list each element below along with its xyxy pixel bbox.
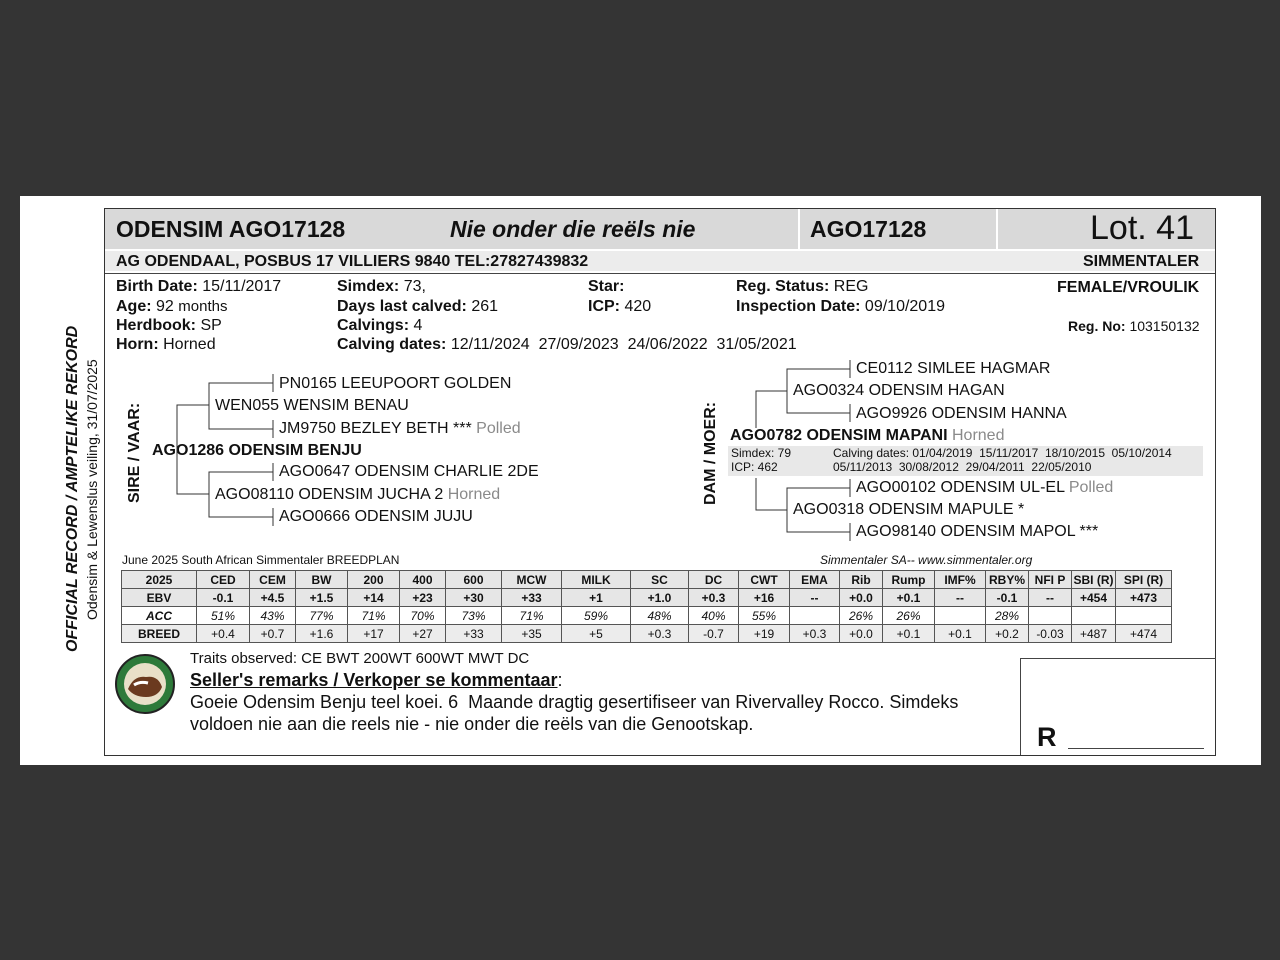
ebv-cell: +33 (502, 589, 562, 607)
ebv-table (121, 570, 1172, 643)
ebv-cell: +0.4 (197, 625, 250, 643)
ebv-cell: -0.7 (689, 625, 739, 643)
days-last-calved: Days last calved: 261 (337, 298, 499, 315)
ebv-cell: +0.0 (840, 625, 883, 643)
ebv-cell: 200 (348, 571, 400, 589)
ebv-cell: +19 (739, 625, 790, 643)
price-input-line[interactable] (1068, 748, 1204, 749)
row-label-cell: BREED (122, 625, 197, 643)
price-box-top (1020, 658, 1216, 659)
ebv-cell: +27 (400, 625, 446, 643)
ebv-cell: +17 (348, 625, 400, 643)
ebv-cell: +0.3 (631, 625, 689, 643)
ebv-cell: +0.2 (986, 625, 1029, 643)
ebv-cell: +30 (446, 589, 502, 607)
age: Age: 92 months (116, 298, 228, 315)
calvings: Calvings: 4 (337, 317, 423, 334)
remarks-line-1: Goeie Odensim Benju teel koei. 6 Maande dragtig gesertifiseer van Rivervalley Rocco. Simdeks (190, 692, 959, 712)
ebv-cell: 71% (348, 607, 400, 625)
traits-observed: Traits observed: CE BWT 200WT 600WT MWT DC (190, 650, 530, 667)
ebv-cell: CEM (250, 571, 296, 589)
price-currency: R (1037, 722, 1057, 752)
ebv-cell: +1.5 (296, 589, 348, 607)
ebv-cell (935, 607, 986, 625)
dam-sire-dam: AGO9926 ODENSIM HANNA (856, 405, 1067, 422)
breedplan-source: Simmentaler SA-- www.simmentaler.org (820, 553, 1033, 567)
price-box-divider (1020, 658, 1021, 755)
herdbook: Herdbook: SP (116, 317, 222, 334)
reg-status: Reg. Status: REG (736, 278, 869, 295)
dam-name: AGO0782 ODENSIM MAPANI Horned (730, 427, 1005, 444)
ebv-cell: 71% (502, 607, 562, 625)
calving-dates: Calving dates: 12/11/2024 27/09/2023 24/06/2022 31/05/2021 (337, 336, 797, 353)
breed-name: SIMMENTALER (1083, 253, 1200, 270)
ebv-cell: 59% (562, 607, 631, 625)
ebv-cell: SPI (R) (1116, 571, 1172, 589)
ebv-cell: 43% (250, 607, 296, 625)
ebv-cell: +0.1 (935, 625, 986, 643)
sire-dam-dam: AGO0666 ODENSIM JUJU (279, 508, 473, 525)
simdex: Simdex: 73, (337, 278, 426, 295)
ebv-cell: -0.03 (1029, 625, 1072, 643)
motto: Nie onder die reëls nie (450, 216, 696, 242)
ebv-cell: +14 (348, 589, 400, 607)
ebv-cell: -- (790, 589, 840, 607)
reg-no: Reg. No: 103150132 (1068, 318, 1200, 334)
ebv-cell: +35 (502, 625, 562, 643)
lot-number: Lot. 41 (1090, 209, 1194, 247)
horn: Horn: Horned (116, 336, 216, 353)
ebv-cell: 400 (400, 571, 446, 589)
society-logo-icon (114, 653, 176, 715)
acc-row (122, 607, 1172, 625)
ebv-cell: 28% (986, 607, 1029, 625)
sire-dam-sire: AGO0647 ODENSIM CHARLIE 2DE (279, 463, 539, 480)
ebv-row (122, 589, 1172, 607)
sire-side-label: SIRE / VAAR: (126, 402, 143, 503)
ebv-cell: 73% (446, 607, 502, 625)
dam-dam: AGO0318 ODENSIM MAPULE * (793, 501, 1025, 518)
ebv-cell: +1 (562, 589, 631, 607)
ebv-cell: +5 (562, 625, 631, 643)
birth-date: Birth Date: 15/11/2017 (116, 278, 282, 295)
breedplan-caption: June 2025 South African Simmentaler BREEDPLAN (122, 553, 400, 567)
sire-dam: AGO08110 ODENSIM JUCHA 2 Horned (215, 486, 501, 503)
ebv-cell: CED (197, 571, 250, 589)
ebv-cell: +0.1 (883, 625, 935, 643)
dam-simdex: Simdex: 79 (731, 446, 792, 460)
remarks-title-row: Seller's remarks / Verkoper se kommentaar: (190, 670, 563, 690)
ebv-cell: 51% (197, 607, 250, 625)
dam-dam-sire: AGO00102 ODENSIM UL-EL Polled (856, 479, 1114, 496)
official-record-label: OFFICIAL RECORD / AMPTELIKE REKORD (64, 325, 81, 652)
animal-name: ODENSIM AGO17128 (116, 216, 346, 242)
ebv-cell: 26% (840, 607, 883, 625)
ebv-cell: -- (935, 589, 986, 607)
ebv-cell: -0.1 (197, 589, 250, 607)
row-label-cell: EBV (122, 589, 197, 607)
ebv-cell: +473 (1116, 589, 1172, 607)
ebv-cell: BW (296, 571, 348, 589)
ebv-cell (1116, 607, 1172, 625)
ebv-cell: 48% (631, 607, 689, 625)
sire-name: AGO1286 ODENSIM BENJU (152, 442, 362, 459)
ebv-cell: CWT (739, 571, 790, 589)
ebv-cell (1029, 607, 1072, 625)
ebv-cell: MILK (562, 571, 631, 589)
sire-sire-sire: PN0165 LEEUPOORT GOLDEN (279, 375, 512, 392)
sire-sire-dam: JM9750 BEZLEY BETH *** Polled (279, 420, 521, 437)
dam-icp: ICP: 462 (731, 460, 778, 474)
ebv-cell: +474 (1116, 625, 1172, 643)
ebv-cell: +1.6 (296, 625, 348, 643)
ebv-cell: +454 (1072, 589, 1116, 607)
ebv-cell: IMF% (935, 571, 986, 589)
ebv-header-row (122, 571, 1172, 589)
sire-sire: WEN055 WENSIM BENAU (215, 397, 409, 414)
ebv-cell: +0.1 (883, 589, 935, 607)
ebv-cell: Rump (883, 571, 935, 589)
ebv-cell: +23 (400, 589, 446, 607)
ebv-cell: +33 (446, 625, 502, 643)
auction-label: Odensim & Lewenslus veiling, 31/07/2025 (84, 359, 100, 620)
ebv-cell: +1.0 (631, 589, 689, 607)
ebv-cell: +0.3 (790, 625, 840, 643)
row-label-cell: ACC (122, 607, 197, 625)
ebv-cell: 77% (296, 607, 348, 625)
ebv-cell: -0.1 (986, 589, 1029, 607)
icp: ICP: 420 (588, 298, 652, 315)
ebv-cell: 40% (689, 607, 739, 625)
remarks-line-2: voldoen nie aan die reels nie - nie onder die reëls van die Genootskap. (190, 714, 754, 734)
sex: FEMALE/VROULIK (1057, 279, 1200, 296)
ebv-cell (790, 607, 840, 625)
ebv-cell: +0.0 (840, 589, 883, 607)
dam-calving-dates-2: 05/11/2013 30/08/2012 29/04/2011 22/05/2010 (833, 460, 1092, 474)
ebv-cell: -- (1029, 589, 1072, 607)
ebv-cell: DC (689, 571, 739, 589)
ebv-cell: +4.5 (250, 589, 296, 607)
owner-address: AG ODENDAAL, POSBUS 17 VILLIERS 9840 TEL:27827439832 (116, 253, 589, 270)
ebv-cell: 26% (883, 607, 935, 625)
ebv-cell (1072, 607, 1116, 625)
ebv-cell: 70% (400, 607, 446, 625)
inspection-date: Inspection Date: 09/10/2019 (736, 298, 945, 315)
dam-side-label: DAM / MOER: (702, 401, 719, 505)
ebv-cell: Rib (840, 571, 883, 589)
breed-row (122, 625, 1172, 643)
dam-dam-dam: AGO98140 ODENSIM MAPOL *** (856, 523, 1099, 540)
ebv-cell: 600 (446, 571, 502, 589)
dam-calving-dates-1: Calving dates: 01/04/2019 15/11/2017 18/10/2015 05/10/2014 (833, 446, 1172, 460)
ebv-cell: RBY% (986, 571, 1029, 589)
ebv-cell: +0.7 (250, 625, 296, 643)
ebv-cell: MCW (502, 571, 562, 589)
ebv-cell: +487 (1072, 625, 1116, 643)
ebv-cell: +0.3 (689, 589, 739, 607)
animal-id: AGO17128 (810, 216, 927, 242)
star: Star: (588, 278, 625, 295)
ebv-cell: 55% (739, 607, 790, 625)
ebv-cell: SC (631, 571, 689, 589)
remarks-title: Seller's remarks / Verkoper se kommentaar (190, 670, 558, 690)
ebv-cell: NFI P (1029, 571, 1072, 589)
dam-sire: AGO0324 ODENSIM HAGAN (793, 382, 1005, 399)
row-label-cell: 2025 (122, 571, 197, 589)
ebv-cell: EMA (790, 571, 840, 589)
ebv-cell: SBI (R) (1073, 572, 1114, 587)
ebv-cell: +16 (739, 589, 790, 607)
dam-sire-sire: CE0112 SIMLEE HAGMAR (856, 360, 1051, 377)
